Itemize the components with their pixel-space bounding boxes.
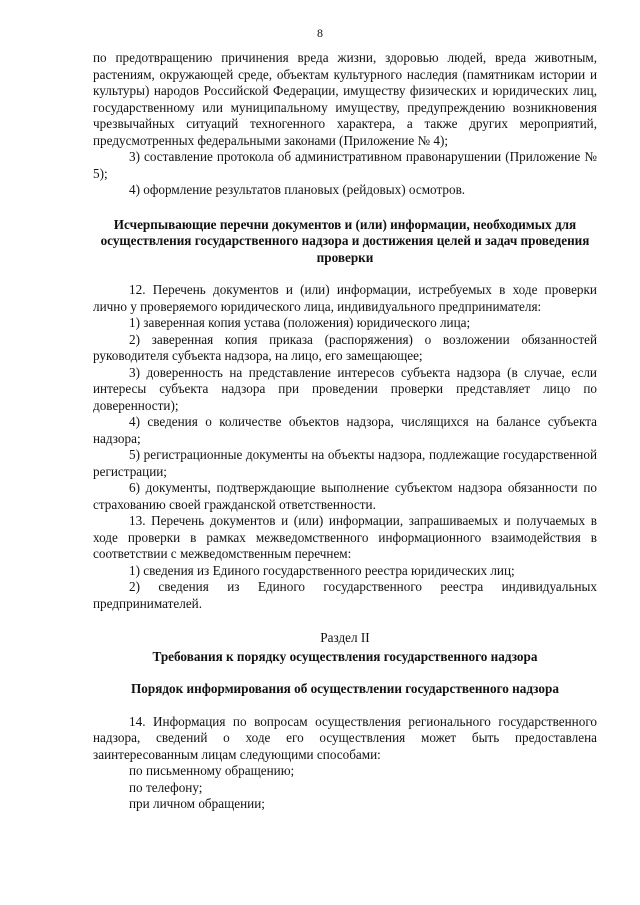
- paragraph: 3) доверенность на представление интересов субъекта надзора (в случае, если интересы субъекта надзора при проведении проверки представляет лицо по доверенности);: [93, 364, 597, 413]
- section-heading: Исчерпывающие перечни документов и (или) информации, необходимых для осуществления государственного надзора и достижения целей и задач проведения проверки: [100, 216, 590, 265]
- page-number: 8: [317, 26, 323, 40]
- paragraph: 3) составление протокола об административном правонарушении (Приложение № 5);: [93, 149, 597, 181]
- section-label: Раздел II: [320, 630, 370, 645]
- section-heading: Порядок информирования об осуществлении государственного надзора: [131, 681, 559, 696]
- paragraph: при личном обращении;: [129, 796, 265, 811]
- paragraph: 1) заверенная копия устава (положения) юридического лица;: [129, 315, 471, 330]
- paragraph: 1) сведения из Единого государственного реестра юридических лиц;: [129, 562, 515, 578]
- document-body: [93, 50, 597, 813]
- paragraph: 6) документы, подтверждающие выполнение субъектом надзора обязанности по страхованию своей гражданской ответственности.: [93, 480, 597, 512]
- paragraph: 14. Информация по вопросам осуществления регионального государственного надзора, сведений о ходе его осуществления может быть предоставлена заинтересованным лицам следующими способами:: [93, 713, 597, 762]
- paragraph: 4) оформление результатов плановых (рейдовых) осмотров.: [129, 182, 466, 197]
- paragraph: по предотвращению причинения вреда жизни, здоровью людей, вреда животным, растениям, окружающей среде, объектам культурного наследия (памятникам истории и культуры) народов Российской Федерации, имуществу физических и юридических лиц, государственному или муниципальному имуществу, предупреждению возникновения чрезвычайных ситуаций техногенного характера, а также других мероприятий, предусмотренных федеральными законами (Приложение № 4);: [93, 50, 597, 148]
- paragraph: 5) регистрационные документы на объекты надзора, подлежащие государственной регистрации;: [93, 447, 597, 479]
- paragraph: 12. Перечень документов и (или) информации, истребуемых в ходе проверки лично у проверяемого юридического лица, индивидуального предпринимателя:: [93, 282, 597, 314]
- paragraph: по телефону;: [129, 779, 203, 795]
- paragraph: 13. Перечень документов и (или) информации, запрашиваемых и получаемых в ходе проверки в рамках межведомственного информационного взаимодействия в соответствии с межведомственным перечнем:: [93, 513, 597, 561]
- paragraph: 4) сведения о количестве объектов надзора, числящихся на балансе субъекта надзора;: [93, 414, 597, 446]
- paragraph: по письменному обращению;: [129, 763, 295, 778]
- paragraph: 2) сведения из Единого государственного реестра индивидуальных предпринимателей.: [93, 579, 597, 611]
- paragraph: 2) заверенная копия приказа (распоряжения) о возложении обязанностей руководителя субъекта надзора, на лицо, его замещающее;: [93, 331, 597, 363]
- section-heading: Требования к порядку осуществления государственного надзора: [152, 648, 538, 664]
